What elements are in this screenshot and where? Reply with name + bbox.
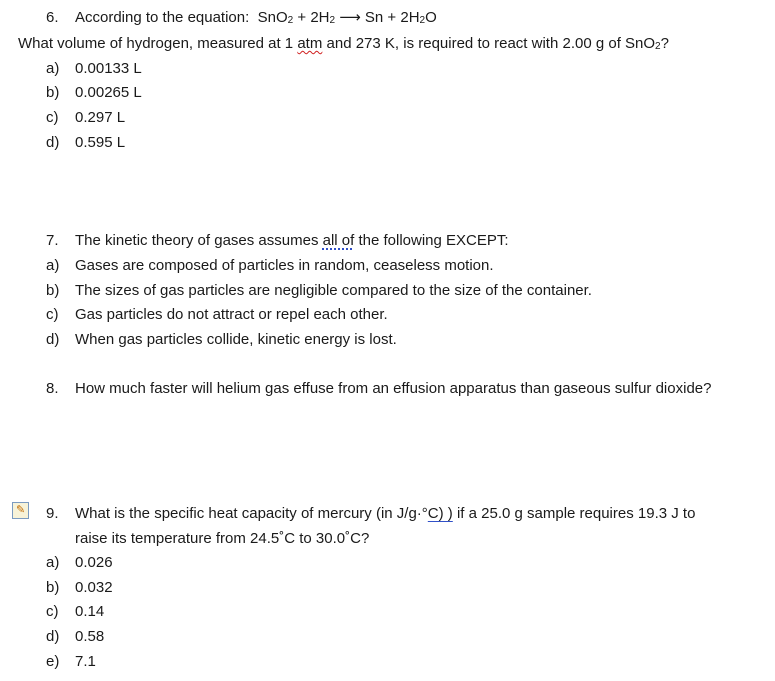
q7-option-text: When gas particles collide, kinetic energy is lost. bbox=[75, 331, 397, 348]
q9-option-text: 0.14 bbox=[75, 603, 105, 620]
q7-option-text: Gases are composed of particles in random, ceaseless motion. bbox=[75, 257, 494, 274]
q6-number: 6. bbox=[46, 9, 59, 26]
q9-option-text: 7.1 bbox=[75, 653, 96, 670]
q8-number: 8. bbox=[46, 380, 59, 397]
q9-option-letter: a) bbox=[46, 554, 60, 571]
q9-option-text: 0.58 bbox=[75, 628, 105, 645]
q6-stem bbox=[75, 9, 437, 27]
q9-option-letter: e) bbox=[46, 653, 60, 670]
q9-option-text: 0.026 bbox=[75, 554, 113, 571]
q9-stem-line2: raise its temperature from 24.5˚C to 30.0˚C? bbox=[75, 530, 370, 547]
grammar-check-phrase[interactable]: all of bbox=[322, 232, 355, 249]
q6-option-letter: b) bbox=[46, 84, 60, 101]
q8-text: How much faster will helium gas effuse from an effusion apparatus than gaseous sulfur dioxide? bbox=[75, 380, 712, 397]
q6-question: What volume of hydrogen, measured at 1 atm and 273 K, is required to react with 2.00 g of SnO$_2$? bbox=[18, 35, 669, 52]
q6-option-text: 0.297 L bbox=[75, 109, 126, 126]
q9-option-text: 0.032 bbox=[75, 579, 113, 596]
q9-option-letter: c) bbox=[46, 603, 59, 620]
q7-option-letter: a) bbox=[46, 257, 60, 274]
q6-stem-prefix: According to the equation: bbox=[75, 9, 250, 26]
q7-option-letter: c) bbox=[46, 306, 59, 323]
q6-option-letter: c) bbox=[46, 109, 59, 126]
q9-option-letter: d) bbox=[46, 628, 60, 645]
q7-option-text: Gas particles do not attract or repel each other. bbox=[75, 306, 388, 323]
q9-stem-line1: What is the specific heat capacity of mercury (in J/g·°C) ) if a 25.0 g sample requires 19.3 J to bbox=[75, 505, 696, 522]
grammar-check-phrase[interactable]: C) ) bbox=[427, 505, 453, 522]
q6-option-text: 0.00133 L bbox=[75, 60, 142, 77]
q7-option-letter: b) bbox=[46, 282, 60, 299]
spell-check-word[interactable]: atm bbox=[297, 35, 323, 52]
q6-option-letter: d) bbox=[46, 134, 60, 151]
q7-option-text: The sizes of gas particles are negligible compared to the size of the container. bbox=[75, 282, 592, 299]
comment-note-icon[interactable]: ✎ bbox=[12, 502, 29, 519]
q9-number: 9. bbox=[46, 505, 59, 522]
q6-option-letter: a) bbox=[46, 60, 60, 77]
q7-stem: The kinetic theory of gases assumes all of the following EXCEPT: bbox=[75, 232, 509, 249]
q7-option-letter: d) bbox=[46, 331, 60, 348]
q6-option-text: 0.595 L bbox=[75, 134, 126, 151]
q7-number: 7. bbox=[46, 232, 59, 249]
q9-option-letter: b) bbox=[46, 579, 60, 596]
q6-equation: $SnO_2 + 2H_2$ ⟶ $Sn + 2H_2O$ bbox=[257, 9, 437, 26]
q6-option-text: 0.00265 L bbox=[75, 84, 142, 101]
